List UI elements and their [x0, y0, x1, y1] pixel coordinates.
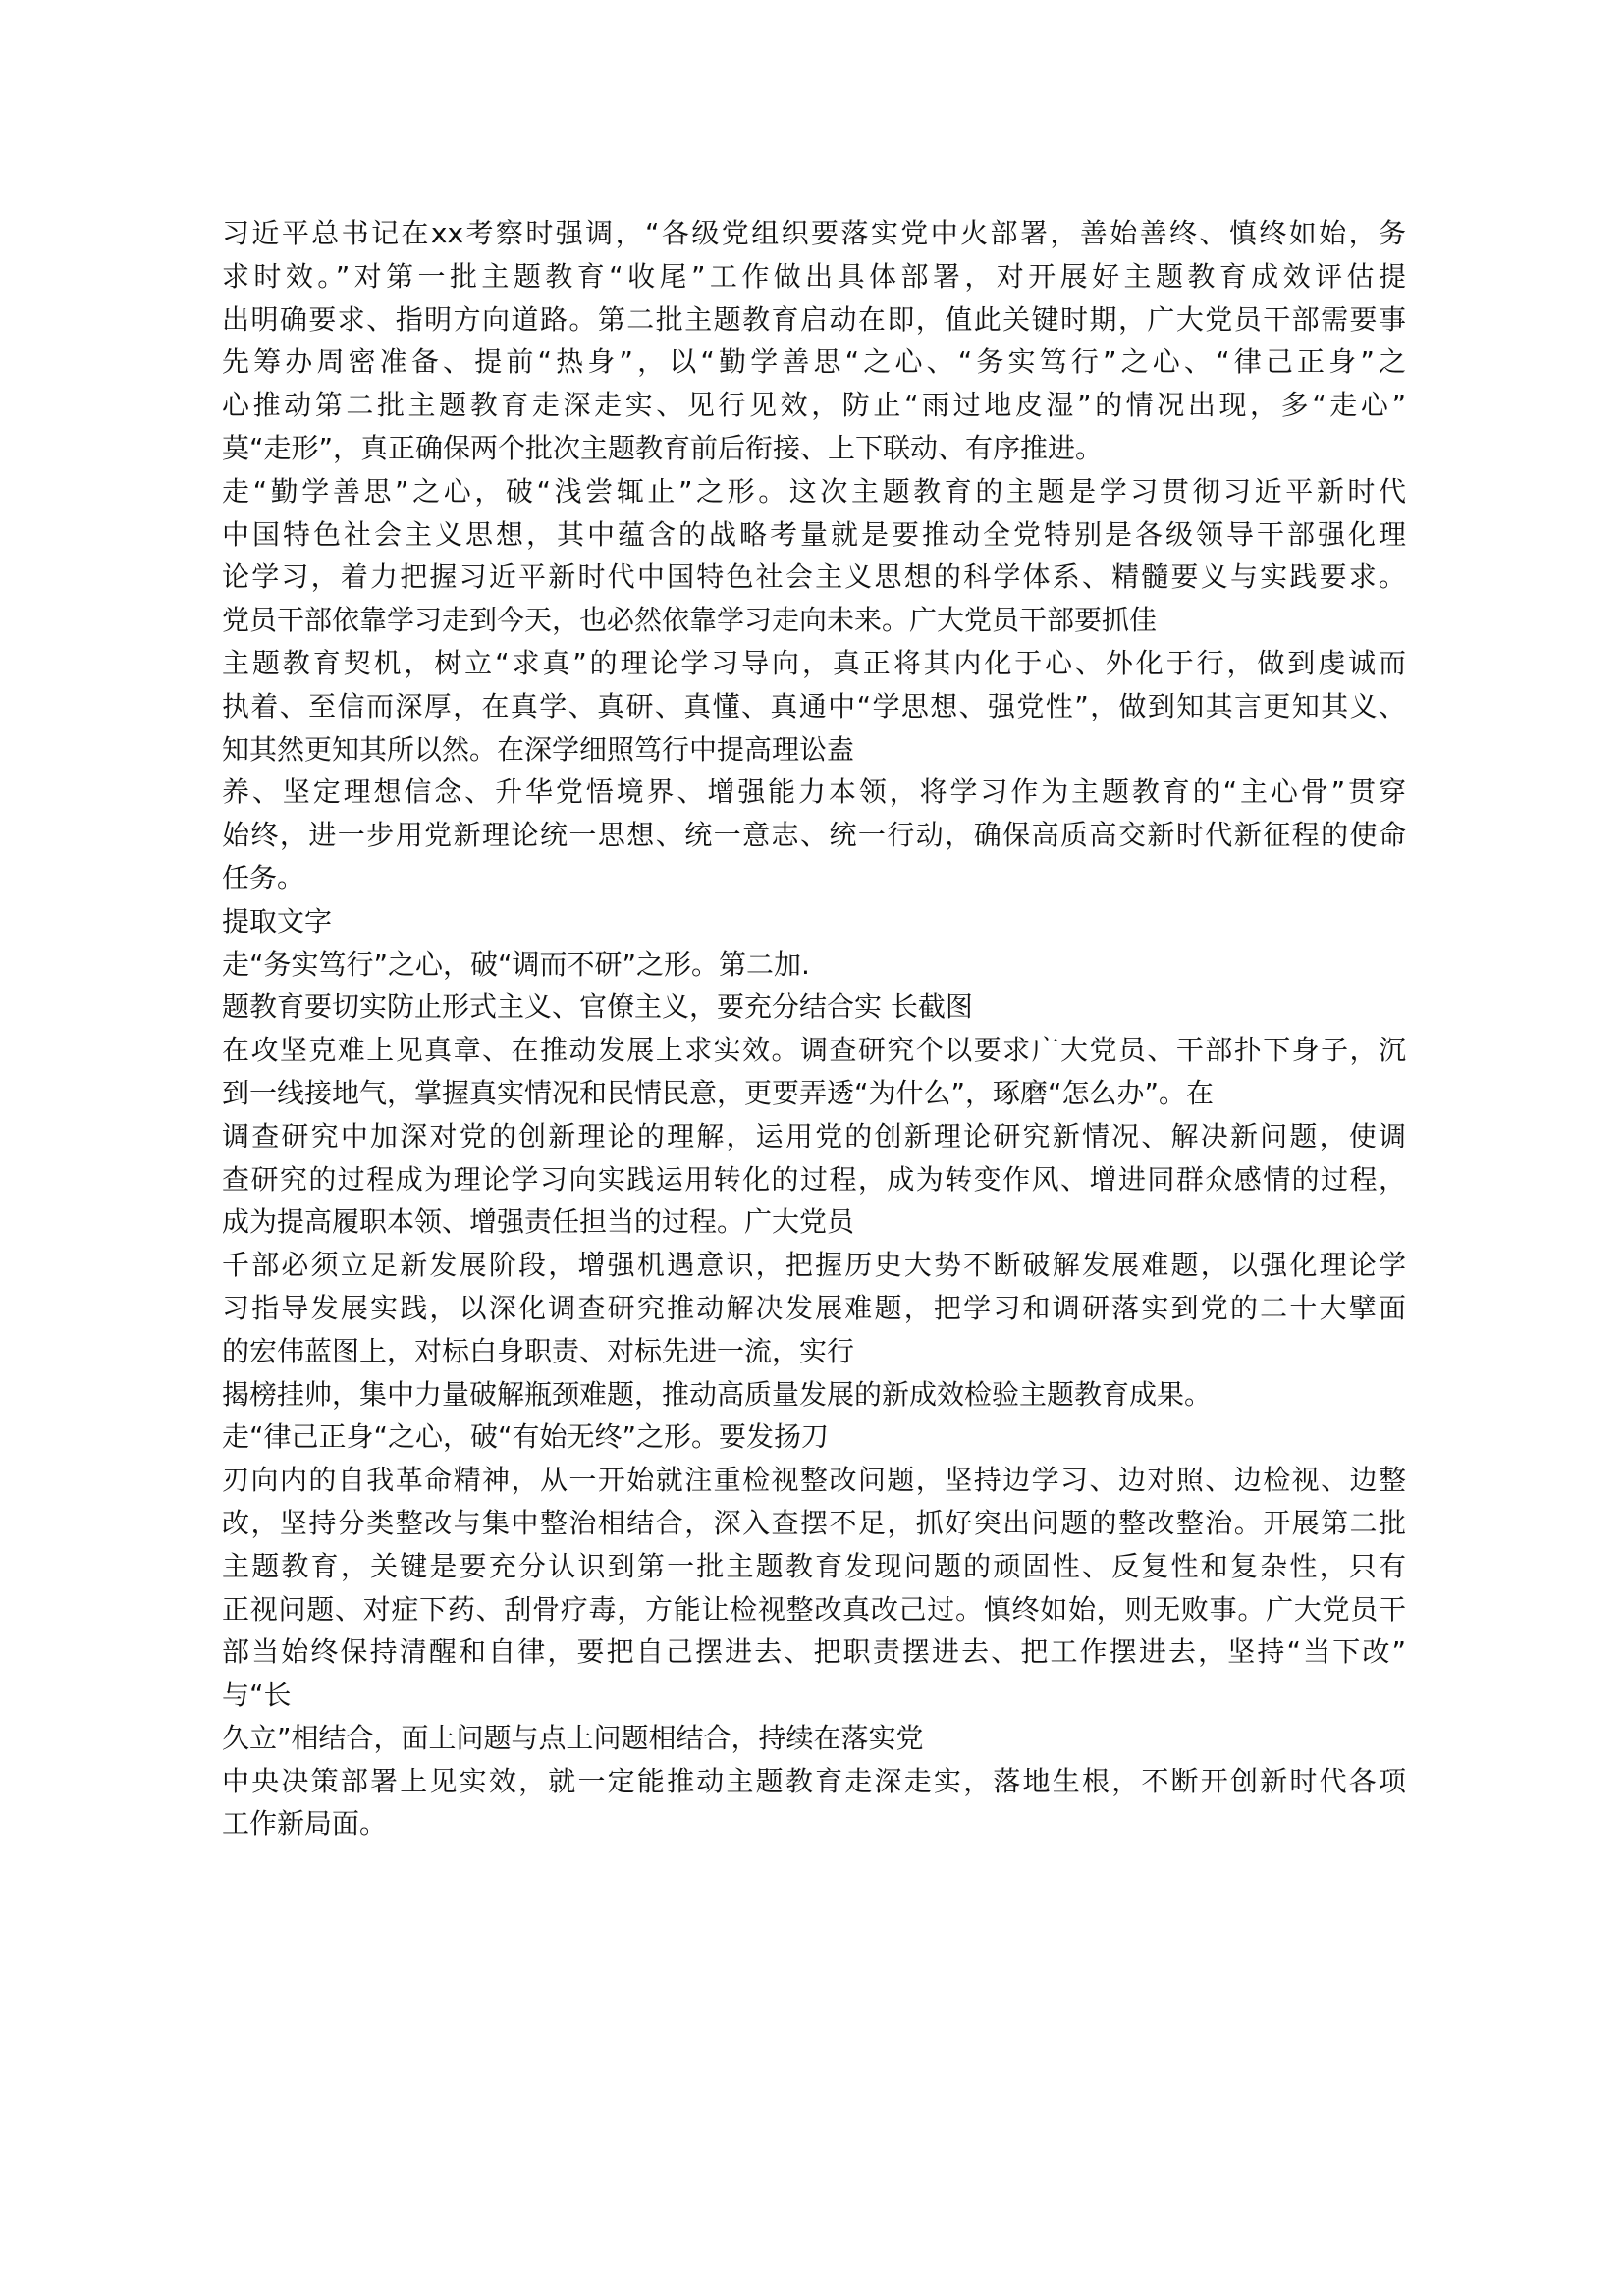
text-line: 养、坚定理想信念、升华党悟境界、增强能力本领，将学习作为主题教育的“主心骨”贯穿	[222, 775, 1406, 809]
text-line: 出明确要求、指明方向道路。第二批主题教育启动在即，值此关键时期，广大党员干部需要事	[222, 302, 1406, 336]
text-line: 调查研究中加深对党的创新理论的理解，运用党的创新理论研究新情况、解决新问题，使调	[222, 1119, 1406, 1152]
text-line: 任务。	[222, 861, 305, 894]
text-line: 部当始终保持清醒和自律，要把自己摆进去、把职责摆进去、把工作摆进去，坚持“当下改”	[222, 1635, 1406, 1669]
text-line: 知其然更知其所以然。在深学细照笃行中提高理讼盍	[222, 732, 855, 766]
text-line: 走“务实笃行”之心，破“调而不研”之形。第二加.	[222, 947, 810, 981]
text-line: 中央决策部署上见实效，就一定能推动主题教育走深走实，落地生根，不断开创新时代各项	[222, 1764, 1406, 1797]
text-line: 求时效。”对第一批主题教育“收尾”工作做出具体部署，对开展好主题教育成效评估提	[222, 259, 1406, 293]
text-line: 在攻坚克难上见真章、在推动发展上求实效。调查研究个以要求广大党员、干部扑下身子，沉	[222, 1034, 1406, 1067]
text-line: 久立”相结合，面上问题与点上问题相结合，持续在落实党	[222, 1721, 924, 1754]
text-line: 先筹办周密准备、提前“热身”，以“勤学善思“之心、“务实笃行”之心、“律己正身”之	[222, 346, 1406, 379]
text-line: 执着、至信而深厚，在真学、真研、真懂、真通中“学思想、强党性”，做到知其言更知其义、	[222, 689, 1406, 722]
text-line: 工作新局面。	[222, 1807, 388, 1841]
text-line: 千部必须立足新发展阶段，增强机遇意识，把握历史大势不断破解发展难题，以强化理论学	[222, 1249, 1406, 1282]
text-line: 主题教育，关键是要充分认识到第一批主题教育发现问题的顽固性、反复性和复杂性，只有	[222, 1549, 1406, 1582]
text-line: 题教育要切实防止形式主义、官僚主义，要充分结合实 长截图	[222, 990, 973, 1024]
text-line: 论学习，着力把握习近平新时代中国特色社会主义思想的科学体系、精髓要义与实践要求。	[222, 561, 1406, 594]
text-line: 习指导发展实践，以深化调查研究推动解决发展难题，把学习和调研落实到党的二十大擘面	[222, 1291, 1406, 1324]
text-line: 成为提高履职本领、增强责任担当的过程。广大党员	[222, 1205, 855, 1239]
text-line: 与“长	[222, 1679, 292, 1712]
text-line: 始终，进一步用党新理论统一思想、统一意志、统一行动，确保高质高交新时代新征程的使命	[222, 819, 1406, 852]
text-line: 查研究的过程成为理论学习向实践运用转化的过程，成为转变作风、增进同群众感情的过程，	[222, 1162, 1406, 1196]
text-line: 走“律己正身“之心，破“有始无终”之形。要发扬刀	[222, 1420, 830, 1454]
text-line: 莫“走形”，真正确保两个批次主题教育前后衔接、上下联动、有序推进。	[222, 431, 1104, 464]
text-line: 到一线接地气，掌握真实情况和民情民意，更要弄透“为什么”，琢磨“怎么办”。在	[222, 1076, 1215, 1109]
text-line: 走“勤学善思”之心，破“浅尝辄止”之形。这次主题教育的主题是学习贯彻习近平新时代	[222, 474, 1406, 507]
text-line: 主题教育契机，树立“求真”的理论学习导向，真正将其内化于心、外化于行，做到虔诚而	[222, 646, 1406, 679]
text-line: 正视问题、对症下药、刮骨疗毒，方能让检视整改真改己过。慎终如始，则无败事。广大党员干	[222, 1592, 1406, 1626]
text-line: 提取文字	[222, 904, 333, 937]
text-line: 习近平总书记在xx考察时强调，“各级党组织要落实党中火部署，善始善终、慎终如始，务	[222, 217, 1406, 249]
text-line: 揭榜挂帅，集中力量破解瓶颈难题，推动高质量发展的新成效检验主题教育成果。	[222, 1377, 1213, 1411]
text-line: 的宏伟蓝图上，对标白身职责、对标先进一流，实行	[222, 1334, 855, 1367]
text-line: 刃向内的自我革命精神，从一开始就注重检视整改问题，坚持边学习、边对照、边检视、边整	[222, 1464, 1406, 1497]
text-line: 党员干部依靠学习走到今天，也必然依靠学习走向未来。广大党员干部要抓佳	[222, 604, 1158, 637]
text-line: 改，坚持分类整改与集中整治相结合，深入查摆不足，抓好突出问题的整改整治。开展第二批	[222, 1506, 1406, 1539]
document-body	[222, 212, 1406, 1845]
text-line: 中国特色社会主义思想，其中蕴含的战略考量就是要推动全党特别是各级领导干部强化理	[222, 517, 1406, 551]
text-line: 心推动第二批主题教育走深走实、见行见效，防止“雨过地皮湿”的情况出现，多“走心”	[222, 389, 1406, 422]
